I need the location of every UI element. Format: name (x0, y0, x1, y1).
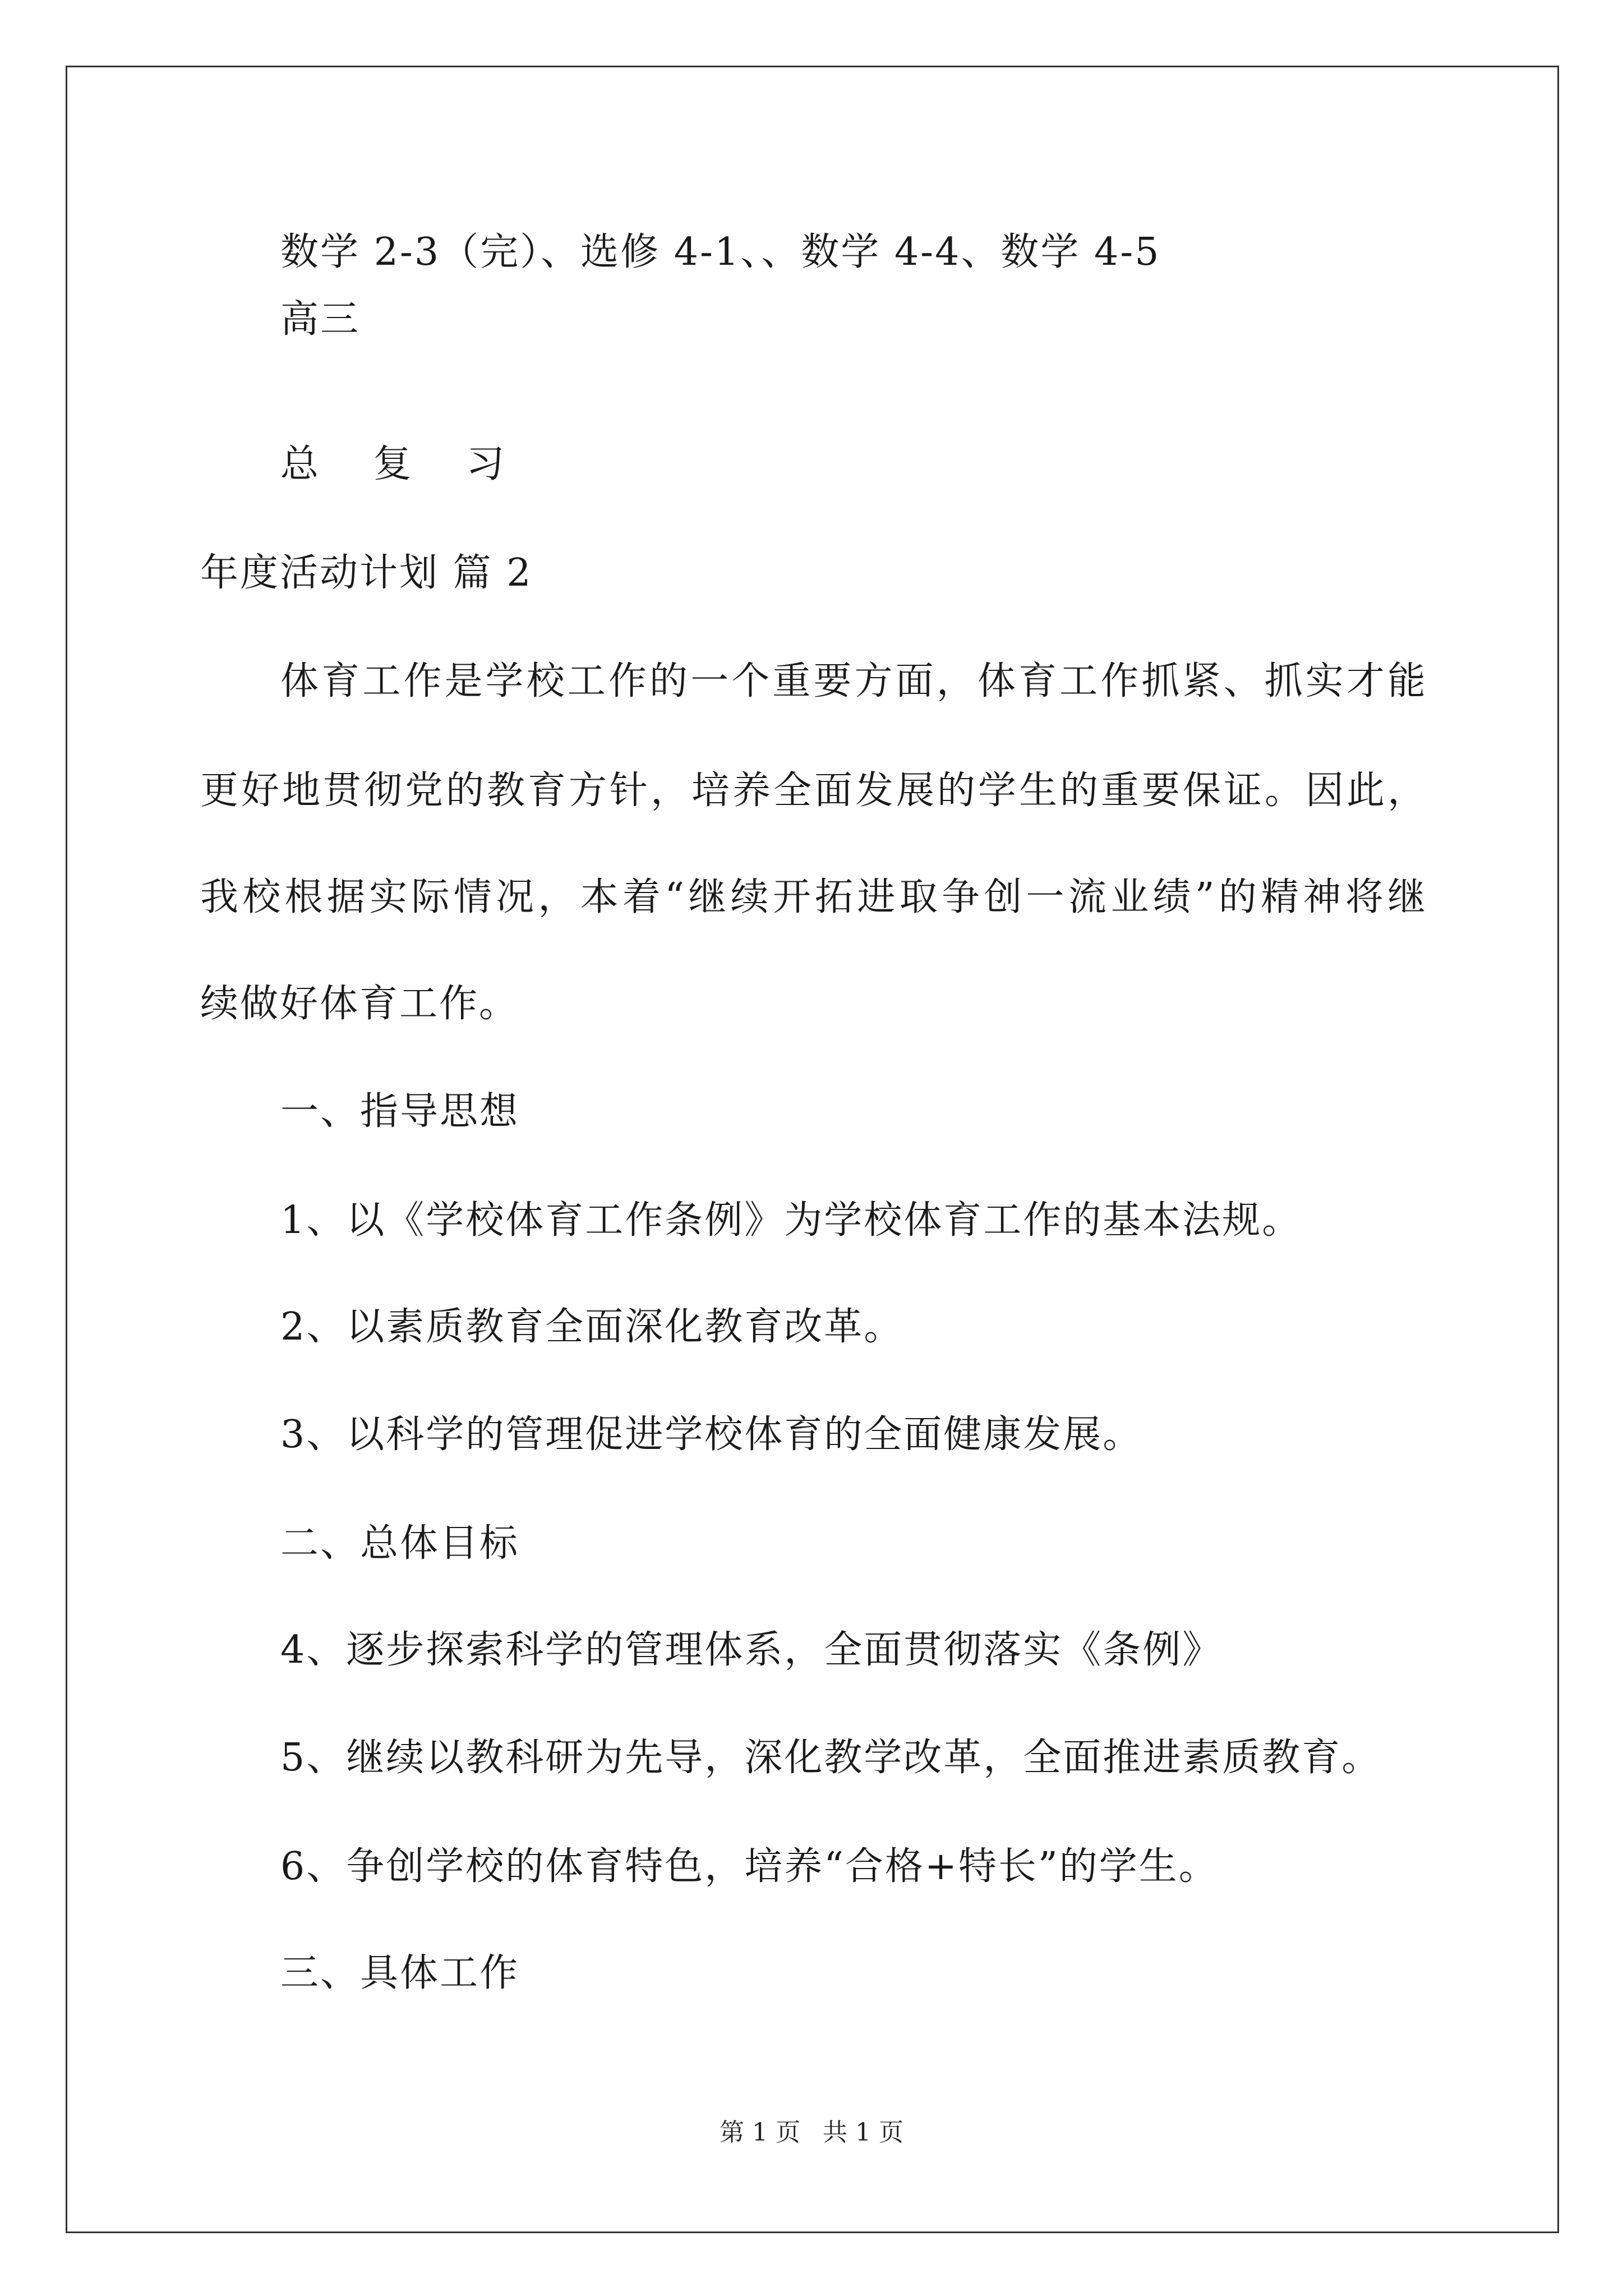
list-item-4: 4、逐步探索科学的管理体系，全面贯彻落实《条例》 (280, 1628, 1223, 1672)
section-heading-plan-2: 年度活动计划 篇 2 (200, 551, 533, 595)
page-number: 第 1 页 (720, 2118, 800, 2147)
text-line-grade-three: 高三 (280, 297, 361, 342)
page-total: 共 1 页 (823, 2118, 903, 2147)
heading-specific-work: 三、具体工作 (280, 1951, 520, 1995)
paragraph-line-4: 续做好体育工作。 (200, 982, 519, 1026)
list-item-5: 5、继续以教科研为先导，深化教学改革，全面推进素质教育。 (280, 1736, 1382, 1780)
text-line-general-review: 总 复 习 (280, 442, 526, 486)
page-footer (0, 2117, 1623, 2148)
list-item-1: 1、以《学校体育工作条例》为学校体育工作的基本法规。 (280, 1198, 1302, 1243)
paragraph-line-3: 我校根据实际情况，本着“继续开拓进取争创一流业绩”的精神将继 (200, 875, 1426, 919)
list-item-2: 2、以素质教育全面深化教育改革。 (280, 1305, 904, 1349)
heading-guiding-ideology: 一、指导思想 (280, 1089, 520, 1134)
list-item-3: 3、以科学的管理促进学校体育的全面健康发展。 (280, 1412, 1143, 1457)
paragraph-line-1: 体育工作是学校工作的一个重要方面，体育工作抓紧、抓实才能 (280, 659, 1426, 703)
heading-overall-goals: 二、总体目标 (280, 1521, 520, 1566)
list-item-6: 6、争创学校的体育特色，培养“合格+特长”的学生。 (280, 1844, 1219, 1889)
page-frame (66, 66, 1559, 2233)
text-line-math-courses: 数学 2-3（完）、选修 4-1、、数学 4-4、数学 4-5 (280, 230, 1161, 274)
paragraph-line-2: 更好地贯彻党的教育方针，培养全面发展的学生的重要保证。因此， (200, 769, 1426, 813)
